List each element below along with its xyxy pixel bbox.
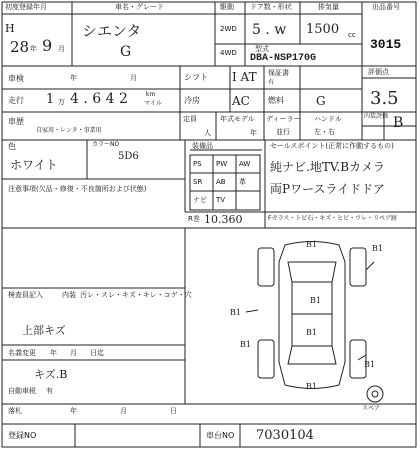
inspection-label: 検査員記入: [8, 291, 43, 299]
damage-mark: B1: [364, 360, 375, 369]
shift-value: I AT: [232, 70, 257, 84]
persons-label: 人: [204, 129, 211, 137]
door-shape-label: ドア数・形状: [250, 3, 292, 11]
mileage-man-value: 1: [46, 92, 55, 107]
ps-label: PS: [193, 160, 202, 168]
footer-year-label: 年: [70, 407, 77, 415]
lot-no-value: 3015: [370, 37, 402, 52]
interior-rating-label: 内装評価: [364, 113, 389, 120]
lot-no-label: 出品番号: [372, 3, 400, 11]
rating-label: 評価点: [368, 68, 389, 76]
reg-no-label: 登録NO: [8, 431, 37, 440]
footer-day-label: 日: [170, 407, 177, 415]
displacement-label: 排気量: [318, 3, 339, 11]
interior-label: 内装: [62, 291, 76, 299]
car-name-value: シエンタ: [82, 22, 142, 40]
model-change-label: 年式モデル: [220, 115, 255, 123]
note-1: 上部キズ: [22, 324, 66, 337]
model-type-label: 型式: [255, 45, 269, 53]
damage-mark: B1: [230, 308, 241, 317]
deadline-day: 日迄: [90, 349, 104, 357]
displacement-value: 1500: [306, 22, 340, 37]
dealer-label: ディーラー: [266, 115, 301, 123]
parallel-label: 並行: [276, 128, 290, 136]
cc-label: cc: [348, 31, 356, 39]
f-glass-label: Fガラス・トビ石・キズ・ヒビ・ワレ・リペア跡: [268, 215, 398, 222]
chassis-no-value: 7030104: [256, 428, 314, 443]
note-2: キズ.B: [34, 368, 68, 381]
shaken-year-label: 年: [70, 74, 77, 82]
handle-label: ハンドル: [314, 115, 342, 123]
car-diagram: [258, 242, 383, 403]
history-opts: 自家用・レンタ・事業用: [36, 127, 102, 134]
car-name-label: 車名・グレード: [115, 3, 164, 11]
man-label: 万: [58, 98, 65, 106]
equipment-label: 装備品: [192, 142, 213, 150]
year-label: 年: [30, 45, 37, 53]
drive-4wd: 4WD: [220, 49, 237, 57]
era-value: H: [5, 22, 15, 35]
fuel-value: G: [316, 94, 326, 108]
model-type-value: DBA-NSP170G: [250, 53, 317, 64]
history-label: 車歴: [8, 117, 24, 126]
r-kan-label: R巻: [188, 215, 200, 223]
color-no-value: 5D6: [118, 151, 139, 162]
fuel-label: 燃料: [268, 96, 284, 105]
tax-label: 自動車税: [8, 387, 36, 395]
sales-line-2: 両Pワースライドドア: [270, 182, 385, 196]
tax-opts: 有: [46, 387, 53, 395]
doors-value: 5 . w: [252, 22, 287, 38]
footer-month-label: 月: [120, 407, 127, 415]
color-label: 色: [8, 142, 16, 151]
shift-label: シフト: [184, 73, 208, 82]
damage-mark: B1: [310, 296, 321, 305]
damage-mark: B1: [306, 240, 317, 249]
ab-label: AB: [216, 178, 226, 186]
color-no-label: カラーNO: [92, 141, 120, 148]
nav-label: ナビ: [193, 196, 207, 204]
aircon-value: AC: [232, 94, 250, 108]
damage-mark: B1: [306, 328, 317, 337]
footer-left-label: 落札: [8, 407, 22, 415]
color-value: ホワイト: [10, 158, 58, 172]
tv-label: TV: [216, 196, 226, 204]
reg-year-value: 28: [10, 38, 30, 56]
leather-label: 革: [239, 178, 246, 186]
aw-label: AW: [239, 160, 251, 168]
chassis-no-label: 車台NO: [206, 431, 235, 440]
km-label: km: [146, 91, 156, 98]
sales-points-label: セールスポイント(正常に作動するもの): [270, 142, 394, 150]
sr-label: SR: [193, 178, 203, 186]
r-kan-value: 10.360: [204, 213, 243, 226]
damage-mark: B1: [306, 382, 317, 391]
aircon-label: 冷房: [184, 96, 200, 105]
drive-label: 駆動: [220, 3, 234, 11]
spare-label: スペア: [362, 405, 381, 412]
sales-line-1: 純ナビ.地TV.Bカメラ: [270, 160, 386, 174]
drive-2wd: 2WD: [220, 25, 237, 33]
model-year-label: 年: [250, 129, 257, 137]
interior-rating-value: B: [393, 115, 404, 131]
damage-mark: B1: [240, 340, 251, 349]
damage-mark: B1: [372, 244, 383, 253]
notes-label: 注意事項(欠品・修復・不良箇所および状態): [8, 185, 147, 193]
handle-opts: 左・右: [314, 128, 335, 136]
shaken-label: 車検: [8, 74, 24, 83]
interior-opts: 汚レ・スレ・キズ・キレ・コゲ・穴: [80, 291, 192, 299]
shaken-month-label: 月: [130, 74, 137, 82]
reg-year-label: 初度登録年月: [5, 3, 47, 11]
warranty-opts: 有: [268, 79, 275, 86]
deadline-year: 年: [50, 349, 57, 357]
mileage-label: 走行: [8, 96, 24, 105]
grade-value: G: [120, 44, 132, 60]
warranty-label: 保証書: [268, 69, 289, 77]
pw-label: PW: [216, 160, 228, 168]
rating-value: 3.5: [370, 88, 399, 109]
capacity-label: 定員: [183, 115, 197, 123]
mileage-rest-value: 4 . 6 4 2: [70, 91, 128, 107]
recall-label: 名義変更: [8, 349, 36, 357]
reg-month-value: 9: [42, 36, 53, 55]
month-label: 月: [58, 45, 65, 53]
deadline-month: 月: [70, 349, 77, 357]
mile-label: マイル: [144, 100, 162, 107]
